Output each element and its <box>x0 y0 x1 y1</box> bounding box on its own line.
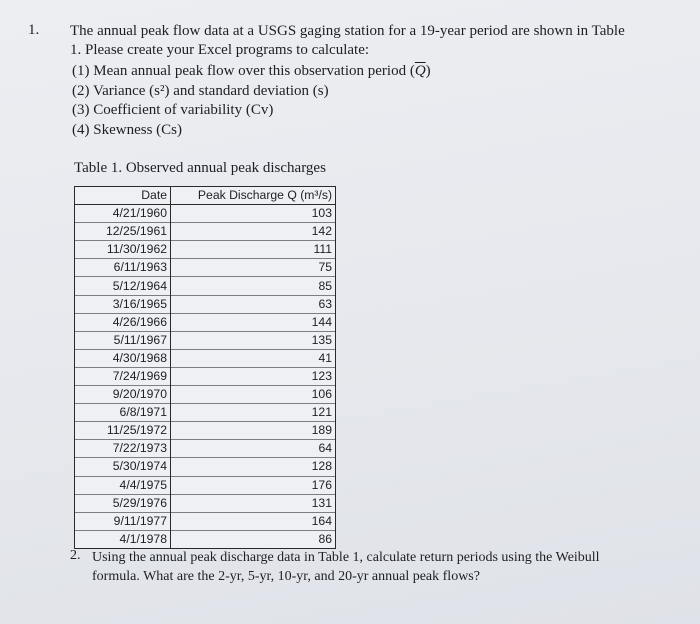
q-bar-symbol: $\overline{Q}$ <box>414 63 426 79</box>
item-cv: (3) Coefficient of variability (Cv) <box>72 102 274 118</box>
question-2-number: 2. <box>70 548 81 563</box>
cell-discharge: 128 <box>171 458 336 476</box>
table-row <box>75 205 335 223</box>
table-row <box>75 241 335 259</box>
table-row <box>75 494 335 512</box>
table-row <box>75 512 335 530</box>
item-mean-prefix: (1) Mean annual peak flow over this observation period ( <box>72 63 415 79</box>
table-row <box>75 404 335 422</box>
cell-discharge: 164 <box>171 512 336 530</box>
item-variance: (2) Variance (s²) and standard deviation (s) <box>72 82 329 99</box>
table-caption: Table 1. Observed annual peak discharges <box>74 160 326 176</box>
cell-discharge: 64 <box>171 440 336 458</box>
question-2-line-2: formula. What are the 2-yr, 5-yr, 10-yr, and 20-yr annual peak flows? <box>92 569 480 584</box>
cell-date: 5/29/1976 <box>75 494 171 512</box>
table-row <box>75 422 335 440</box>
cell-date: 4/21/1960 <box>75 205 171 223</box>
cell-date: 7/22/1973 <box>75 440 171 458</box>
cell-discharge: 85 <box>171 277 336 295</box>
cell-discharge: 75 <box>171 259 336 277</box>
header-discharge: Peak Discharge Q (m³/s) <box>171 187 336 205</box>
cell-date: 12/25/1961 <box>75 223 171 241</box>
table-row <box>75 295 335 313</box>
cell-date: 6/11/1963 <box>75 259 171 277</box>
header-date: Date <box>75 187 171 205</box>
cell-date: 3/16/1965 <box>75 295 171 313</box>
table-row <box>75 386 335 404</box>
question-1-line-2: 1. Please create your Excel programs to calculate: <box>70 42 370 58</box>
cell-date: 6/8/1971 <box>75 404 171 422</box>
question-2-text <box>92 548 682 586</box>
cell-discharge: 135 <box>171 331 336 349</box>
question-1-number: 1. <box>28 22 40 38</box>
discharge-table <box>74 186 336 549</box>
table-row <box>75 530 335 548</box>
cell-discharge: 111 <box>171 241 336 259</box>
cell-date: 11/25/1972 <box>75 422 171 440</box>
cell-discharge: 121 <box>171 404 336 422</box>
cell-discharge: 63 <box>171 295 336 313</box>
table-row <box>75 277 335 295</box>
cell-date: 4/26/1966 <box>75 313 171 331</box>
table-row <box>75 223 335 241</box>
cell-date: 4/30/1968 <box>75 349 171 367</box>
cell-date: 5/12/1964 <box>75 277 171 295</box>
question-1-items <box>72 62 431 140</box>
item-mean <box>72 62 431 82</box>
cell-discharge: 103 <box>171 205 336 223</box>
cell-date: 5/30/1974 <box>75 458 171 476</box>
cell-date: 11/30/1962 <box>75 241 171 259</box>
table-row <box>75 458 335 476</box>
cell-discharge: 142 <box>171 223 336 241</box>
cell-discharge: 106 <box>171 386 336 404</box>
table-row <box>75 259 335 277</box>
question-2-line-1: Using the annual peak discharge data in Table 1, calculate return periods using the Weibull <box>92 550 600 565</box>
cell-date: 9/20/1970 <box>75 386 171 404</box>
table-header-row <box>75 187 335 205</box>
item-skewness: (4) Skewness (Cs) <box>72 121 182 138</box>
cell-date: 7/24/1969 <box>75 367 171 385</box>
cell-discharge: 86 <box>171 530 336 548</box>
item-mean-suffix: ) <box>425 63 431 79</box>
cell-discharge: 41 <box>171 349 336 367</box>
table-row <box>75 440 335 458</box>
cell-discharge: 123 <box>171 367 336 385</box>
cell-date: 5/11/1967 <box>75 331 171 349</box>
cell-discharge: 176 <box>171 476 336 494</box>
question-1-line-1: The annual peak flow data at a USGS gaging station for a 19-year period are shown in Table <box>70 23 625 39</box>
table-row <box>75 313 335 331</box>
table-row <box>75 349 335 367</box>
question-1-intro <box>70 22 680 60</box>
cell-discharge: 189 <box>171 422 336 440</box>
cell-discharge: 131 <box>171 494 336 512</box>
cell-date: 4/1/1978 <box>75 530 171 548</box>
cell-discharge: 144 <box>171 313 336 331</box>
cell-date: 9/11/1977 <box>75 512 171 530</box>
cell-date: 4/4/1975 <box>75 476 171 494</box>
table-row <box>75 476 335 494</box>
table-row <box>75 331 335 349</box>
table-row <box>75 367 335 385</box>
